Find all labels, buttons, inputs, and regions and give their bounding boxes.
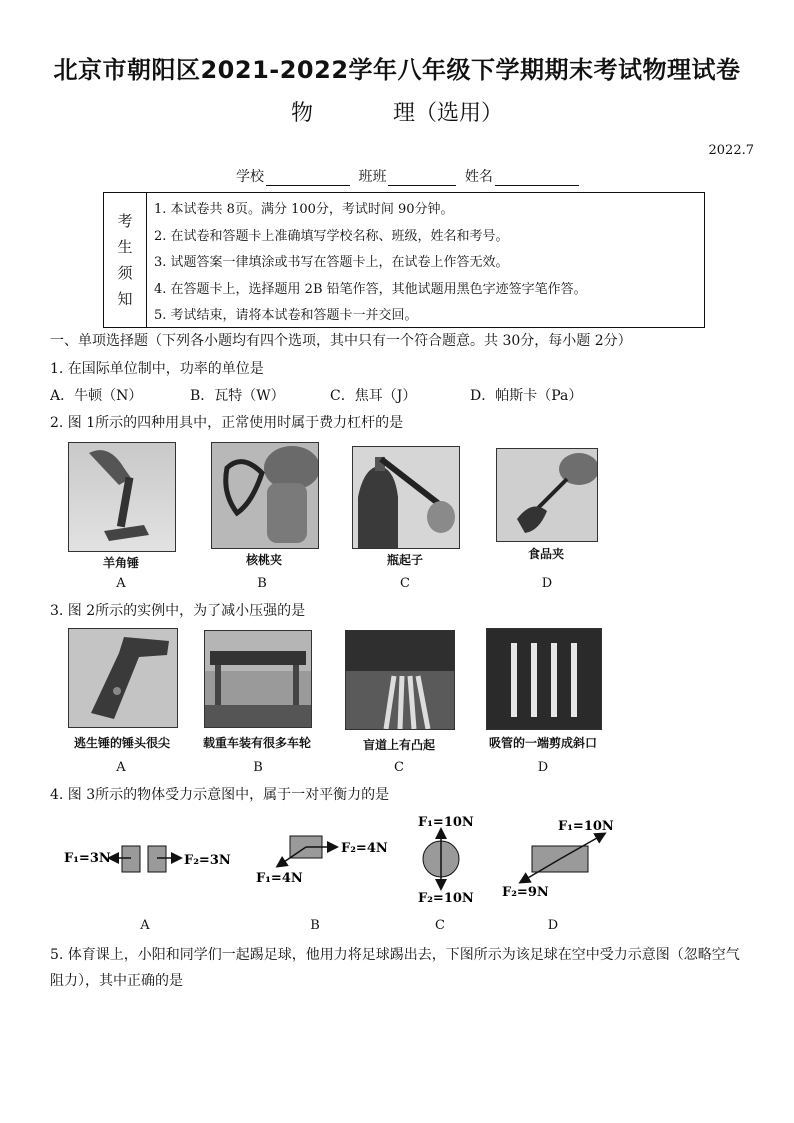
- diagram-a-f1-label: F₁=3N: [64, 851, 111, 866]
- question-5-stem-line1: 5. 体育课上，小阳和同学们一起踢足球，他用力将足球踢出去，下图所示为该足球在空中受力示意图（忽略空气: [50, 947, 740, 963]
- name-blank[interactable]: [495, 171, 579, 186]
- q1-option-d[interactable]: D．帕斯卡（Pa）: [470, 388, 583, 404]
- q2-letter-b[interactable]: B: [257, 576, 267, 591]
- q2-letter-d[interactable]: D: [541, 576, 553, 591]
- subtitle-left: 物: [290, 101, 313, 126]
- question-5-stem-line2: 阻力），其中正确的是: [50, 973, 183, 989]
- section-heading: 一、单项选择题（下列各小题均有四个选项，其中只有一个符合题意。共 30分，每小题 2分）: [50, 333, 632, 349]
- diagram-a: [64, 846, 231, 872]
- bottle-opener-photo: [352, 446, 460, 549]
- notice-item: 1. 本试卷共 8页。满分 100分，考试时间 90分钟。: [154, 202, 454, 217]
- school-label: 学校: [236, 169, 264, 185]
- notice-heading: 考 生 须 知: [104, 193, 147, 327]
- school-blank[interactable]: [266, 171, 350, 186]
- question-1-stem: 1. 在国际单位制中，功率的单位是: [50, 361, 264, 377]
- question-2-stem: 2. 图 1所示的四种用具中，正常使用时属于费力杠杆的是: [50, 415, 404, 431]
- heavy-truck-photo: [204, 630, 312, 728]
- notice-item: 3. 试题答案一律填涂或书写在答题卡上，在试卷上作答无效。: [154, 255, 509, 270]
- question-3-stem: 3. 图 2所示的实例中，为了减小压强的是: [50, 603, 306, 619]
- q4-letter-a[interactable]: A: [140, 918, 150, 933]
- q2-caption-d: 食品夹: [527, 547, 564, 561]
- notice-item: 4. 在答题卡上，选择题用 2B 铅笔作答，其他试题用黑色字迹签字笔作答。: [154, 281, 587, 297]
- food-tongs-photo: [496, 448, 598, 542]
- q3-caption-b: 载重车装有很多车轮: [202, 736, 311, 750]
- q3-letter-d[interactable]: D: [537, 760, 549, 775]
- diagram-c-f2-label: F₂=10N: [418, 891, 474, 906]
- q3-letter-c[interactable]: C: [394, 760, 404, 775]
- paper-title: 北京市朝阳区2021-2022学年八年级下学期期末考试物理试卷: [53, 56, 741, 84]
- q2-letter-c[interactable]: C: [400, 576, 410, 591]
- notice-item: 2. 在试卷和答题卡上准确填写学校名称、班级，姓名和考号。: [154, 228, 509, 244]
- q2-caption-a: 羊角锤: [102, 556, 139, 570]
- class-label: 班班: [358, 169, 387, 185]
- subtitle-right: 理（选用）: [393, 101, 504, 126]
- notice-list: [154, 197, 587, 330]
- diagram-d: [502, 819, 614, 900]
- nutcracker-photo: [211, 442, 319, 549]
- q3-caption-d: 吸管的一端剪成斜口: [488, 736, 597, 750]
- q2-caption-b: 核桃夹: [245, 553, 282, 567]
- exam-notice-box: [103, 192, 705, 328]
- q1-option-c[interactable]: C．焦耳（J）: [330, 388, 417, 404]
- q1-option-a[interactable]: A．牛顿（N）: [50, 388, 143, 404]
- exam-date: 2022.7: [708, 143, 754, 158]
- diagram-d-f2-label: F₂=9N: [502, 885, 549, 900]
- force-diagrams: [56, 812, 746, 912]
- q1-option-b[interactable]: B．瓦特（W）: [190, 388, 285, 404]
- question-4-stem: 4. 图 3所示的物体受力示意图中，属于一对平衡力的是: [50, 787, 390, 803]
- diagram-b-f2-label: F₂=4N: [341, 841, 388, 856]
- diagram-d-f1-label: F₁=10N: [558, 819, 614, 834]
- q2-letter-a[interactable]: A: [116, 576, 126, 591]
- diagram-a-f2-label: F₂=3N: [184, 853, 231, 868]
- q4-letter-d[interactable]: D: [547, 918, 559, 933]
- q4-letter-b[interactable]: B: [310, 918, 320, 933]
- paper-subtitle: [0, 96, 794, 127]
- straw-photo: [486, 628, 602, 730]
- q3-letter-a[interactable]: A: [116, 760, 126, 775]
- diagram-b-f1-label: F₁=4N: [256, 871, 303, 886]
- diagram-c: [418, 815, 474, 906]
- class-blank[interactable]: [388, 171, 456, 186]
- notice-item: 5. 考试结束，请将本试卷和答题卡一并交回。: [154, 308, 418, 323]
- student-info-line: [236, 166, 583, 186]
- diagram-c-f1-label: F₁=10N: [418, 815, 474, 830]
- claw-hammer-photo: [68, 442, 176, 552]
- escape-hammer-photo: [68, 628, 178, 728]
- q3-letter-b[interactable]: B: [253, 760, 263, 775]
- tactile-paving-photo: [345, 630, 455, 730]
- q2-caption-c: 瓶起子: [386, 553, 423, 567]
- diagram-b: [256, 836, 388, 886]
- q3-caption-a: 逃生锤的锤头很尖: [73, 736, 170, 750]
- q4-letter-c[interactable]: C: [435, 918, 445, 933]
- name-label: 姓名: [464, 169, 493, 185]
- q3-caption-c: 盲道上有凸起: [362, 738, 435, 752]
